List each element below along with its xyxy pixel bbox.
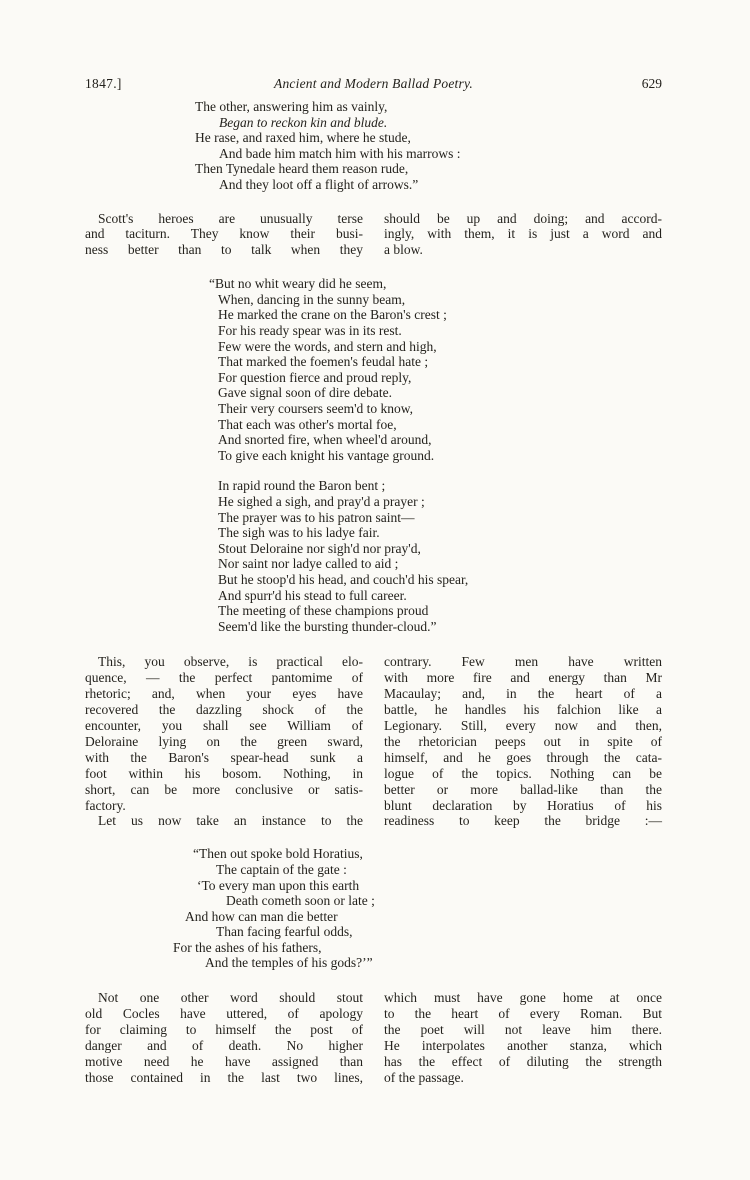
verse-line: Stout Deloraine nor sigh'd nor pray'd,	[218, 540, 421, 556]
poem-stanza-2	[218, 478, 662, 634]
verse-line: When, dancing in the sunny beam,	[218, 291, 406, 307]
prose-line: logue of the topics. Nothing can be	[384, 765, 662, 781]
verse-line: To give each knight his vantage ground.	[218, 447, 435, 463]
prose-line: with the Baron's spear-head sunk a	[85, 749, 363, 765]
prose-line: for claiming to himself the post of	[85, 1021, 363, 1037]
poem-quote-1	[195, 99, 662, 193]
prose-line: rhetoric; and, when your eyes have	[85, 686, 363, 702]
prose-line: of the passage.	[384, 1069, 464, 1085]
right-column	[384, 654, 662, 829]
verse-line: In rapid round the Baron bent ;	[218, 478, 386, 494]
left-column	[85, 654, 363, 829]
prose-line: quence, — the perfect pantomime of	[85, 670, 363, 686]
verse-line: Nor saint nor ladye called to aid ;	[218, 556, 399, 572]
prose-line: which must have gone home at once	[384, 990, 662, 1006]
verse-line: He sighed a sigh, and pray'd a prayer ;	[218, 494, 425, 509]
prose-line: He interpolates another stanza, which	[384, 1037, 662, 1053]
verse-line: And the temples of his gods?’”	[205, 955, 373, 971]
verse-line: Than facing fearful odds,	[216, 924, 353, 940]
verse-line: Seem'd like the bursting thunder-cloud.”	[218, 618, 437, 634]
verse-line: The meeting of these champions proud	[218, 603, 429, 619]
verse-line: ‘To every man upon this earth	[197, 877, 360, 893]
prose-line: Deloraine lying on the green sward,	[85, 733, 363, 749]
verse-line: The prayer was to his patron saint—	[218, 509, 415, 525]
prose-line: danger and of death. No higher	[85, 1037, 363, 1053]
page-header	[85, 76, 662, 92]
verse-line: The sigh was to his ladye fair.	[218, 525, 380, 541]
prose-line: has the effect of diluting the strength	[384, 1053, 662, 1069]
header-year: 1847.]	[85, 76, 122, 91]
prose-line: This, you observe, is practical elo-	[98, 654, 363, 670]
verse-line: “Then out spoke bold Horatius,	[193, 846, 363, 862]
verse-line: That marked the foemen's feudal hate ;	[218, 354, 429, 370]
left-column	[85, 990, 363, 1085]
verse-line: And they loot off a flight of arrows.”	[219, 176, 419, 192]
prose-line: those contained in the last two lines,	[85, 1069, 363, 1085]
prose-line: short, can be more conclusive or satis-	[85, 781, 363, 797]
prose-line: the poet will not leave him there.	[384, 1021, 662, 1037]
prose-line: encounter, you shall see William of	[85, 717, 363, 733]
prose-line: foot within his bosom. Nothing, in	[85, 765, 363, 781]
verse-line: Began to reckon kin and blude.	[219, 114, 388, 130]
prose-line: and taciturn. They know their busi-	[85, 226, 363, 242]
poem-quote-2	[209, 276, 662, 634]
right-column	[384, 990, 662, 1085]
prose-line: the rhetorician peeps out in spite of	[384, 733, 662, 749]
verse-line: And how can man die better	[185, 908, 338, 924]
poem-quote-3	[173, 846, 662, 971]
verse-line: Few were the words, and stern and high,	[218, 338, 437, 354]
prose-line: Let us now take an instance to the	[98, 813, 363, 829]
prose-line: with more fire and energy than Mr	[384, 670, 662, 686]
prose-line: old Cocles have uttered, of apology	[85, 1005, 363, 1021]
prose-line: motive need he have assigned than	[85, 1053, 363, 1069]
verse-line: For question fierce and proud reply,	[218, 369, 412, 385]
prose-line: should be up and doing; and accord-	[384, 210, 662, 226]
prose-line: ingly, with them, it is just a word and	[384, 226, 662, 242]
prose-line: readiness to keep the bridge :—	[384, 813, 662, 829]
two-column-section-3	[85, 990, 662, 1085]
verse-line: But he stoop'd his head, and couch'd his spear,	[218, 571, 469, 587]
verse-line: Their very coursers seem'd to know,	[218, 401, 413, 417]
prose-line: ness better than to talk when they	[85, 242, 363, 258]
verse-line: “But no whit weary did he seem,	[209, 276, 387, 292]
prose-line: factory.	[85, 797, 126, 813]
verse-line: For the ashes of his fathers,	[173, 939, 322, 955]
prose-line: better or more ballad-like than the	[384, 781, 662, 797]
prose-line: contrary. Few men have written	[384, 654, 662, 670]
prose-line: Legionary. Still, every now and then,	[384, 717, 662, 733]
two-column-section-1	[85, 211, 662, 259]
prose-line: blunt declaration by Horatius of his	[384, 797, 662, 813]
verse-line: The captain of the gate :	[216, 861, 347, 877]
page-number: 629	[641, 76, 662, 91]
prose-line: recovered the dazzling shock of the	[85, 702, 363, 718]
prose-line: to the heart of every Roman. But	[384, 1005, 662, 1021]
verse-line: For his ready spear was in its rest.	[218, 323, 402, 339]
verse-line: The other, answering him as vainly,	[195, 99, 388, 114]
prose-line: Macaulay; and, in the heart of a	[384, 686, 662, 702]
two-column-section-2	[85, 654, 662, 829]
running-title: Ancient and Modern Ballad Poetry.	[274, 76, 473, 91]
prose-line: himself, and he goes through the cata-	[384, 749, 662, 765]
prose-line: Not one other word should stout	[98, 990, 363, 1006]
verse-line: And spurr'd his stead to full career.	[218, 587, 407, 603]
poem-stanza-1	[209, 276, 662, 463]
prose-line: Scott's heroes are unusually terse	[98, 210, 363, 226]
verse-line: He marked the crane on the Baron's crest ;	[218, 307, 447, 323]
verse-line: Gave signal soon of dire debate.	[218, 385, 392, 401]
left-column	[85, 211, 363, 259]
verse-line: That each was other's mortal foe,	[218, 416, 397, 432]
prose-line: battle, he handles his falchion like a	[384, 702, 662, 718]
verse-line: And bade him match him with his marrows :	[219, 145, 461, 161]
verse-line: Death cometh soon or late ;	[226, 893, 375, 909]
right-column	[384, 211, 662, 259]
verse-line: Then Tynedale heard them reason rude,	[195, 161, 409, 177]
verse-line: And snorted fire, when wheel'd around,	[218, 432, 432, 448]
verse-line: He rase, and raxed him, where he stude,	[195, 130, 411, 146]
prose-line: a blow.	[384, 242, 423, 258]
